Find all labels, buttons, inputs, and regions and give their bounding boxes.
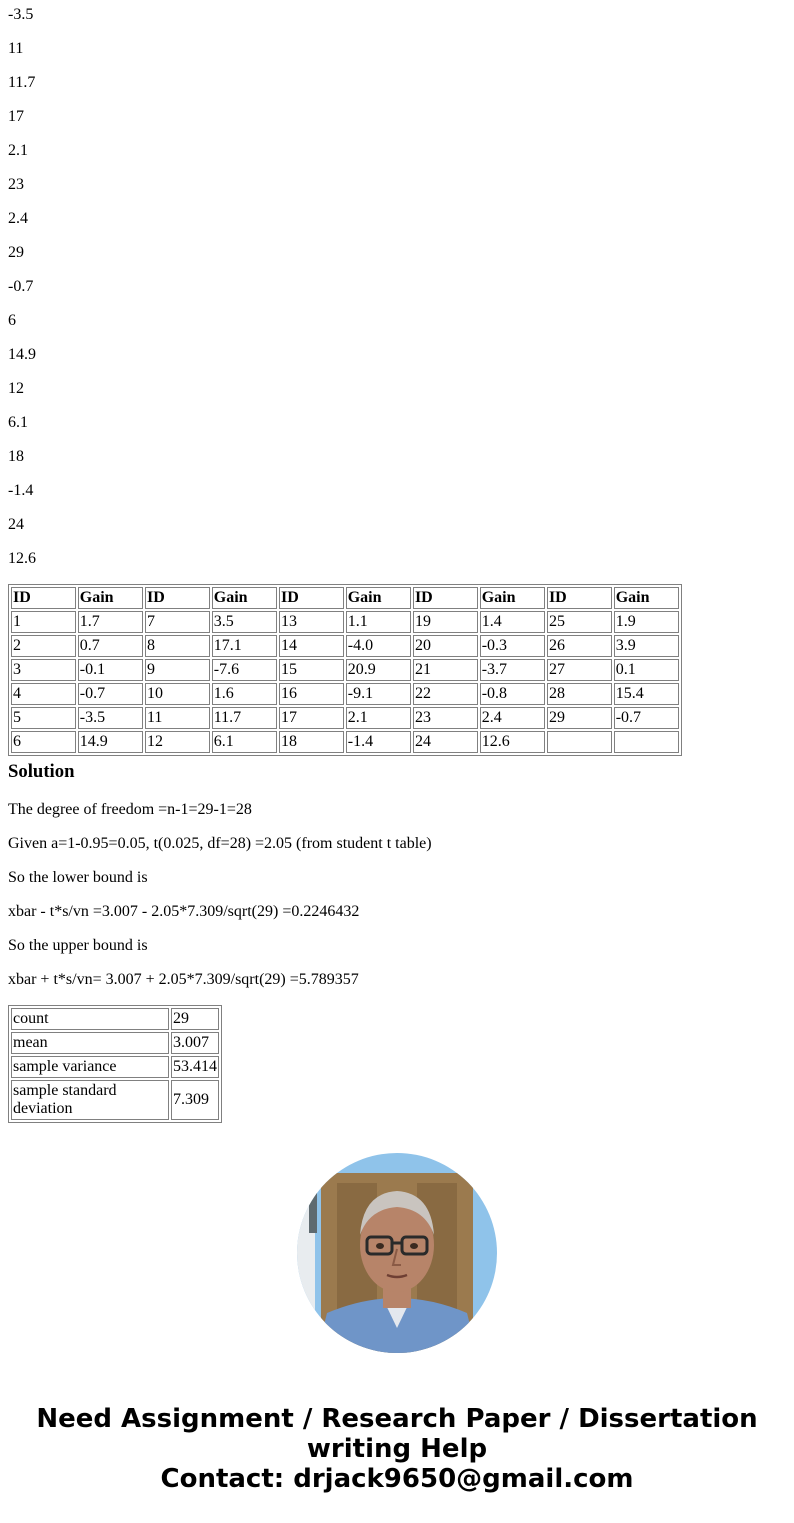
gain-table-cell: 26 <box>547 635 612 657</box>
gain-table <box>8 584 682 756</box>
stats-label: sample standard deviation <box>11 1080 169 1120</box>
gain-table-cell: 2.1 <box>346 707 411 729</box>
gain-table-header-cell: ID <box>547 587 612 609</box>
gain-table-cell: 1.7 <box>78 611 143 633</box>
value-list-item: 23 <box>8 176 24 193</box>
gain-table-cell: 25 <box>547 611 612 633</box>
value-list-item: -0.7 <box>8 278 34 295</box>
solution-line: So the lower bound is <box>8 869 148 886</box>
gain-table-cell: -3.7 <box>480 659 545 681</box>
gain-table-cell: 23 <box>413 707 478 729</box>
gain-table-cell: 11 <box>145 707 210 729</box>
value-list-item: 2.1 <box>8 142 28 159</box>
background-wall-left <box>297 1153 315 1353</box>
gain-table-cell: -4.0 <box>346 635 411 657</box>
value-list-item: 29 <box>8 244 24 261</box>
value-list-item: 6 <box>8 312 16 329</box>
gain-table-cell: -3.5 <box>78 707 143 729</box>
gain-table-cell: 12 <box>145 731 210 753</box>
gain-table-cell: -0.7 <box>78 683 143 705</box>
stats-label: mean <box>11 1032 169 1054</box>
gain-table-cell <box>547 731 612 753</box>
gain-table-row <box>11 611 679 633</box>
value-list-item: 11 <box>8 40 24 57</box>
gain-table-cell: 5 <box>11 707 76 729</box>
gain-table-cell: -0.1 <box>78 659 143 681</box>
gain-table-cell: 8 <box>145 635 210 657</box>
gain-table-cell: -0.7 <box>614 707 679 729</box>
left-eye <box>376 1243 384 1249</box>
stats-row <box>11 1080 219 1120</box>
right-eye <box>410 1243 418 1249</box>
gain-table-cell: 13 <box>279 611 344 633</box>
gain-table-header-cell: Gain <box>78 587 143 609</box>
gain-table-cell: 3.9 <box>614 635 679 657</box>
background-switch <box>309 1193 317 1233</box>
value-list-item: -1.4 <box>8 482 34 499</box>
promo-line: Need Assignment / Research Paper / Dissertation <box>36 1404 758 1434</box>
value-list-item: 12 <box>8 380 24 397</box>
gain-table-row <box>11 707 679 729</box>
gain-table-cell: 15.4 <box>614 683 679 705</box>
value-list-item: 11.7 <box>8 74 36 91</box>
stats-row <box>11 1032 219 1054</box>
gain-table-cell: 10 <box>145 683 210 705</box>
gain-table-header-cell: Gain <box>346 587 411 609</box>
promo-line: writing Help <box>306 1434 488 1464</box>
gain-table-cell: 4 <box>11 683 76 705</box>
stats-value: 3.007 <box>171 1032 219 1054</box>
gain-table-header-cell: Gain <box>212 587 277 609</box>
gain-table-cell: 6 <box>11 731 76 753</box>
author-avatar <box>297 1153 497 1353</box>
gain-table-cell: -9.1 <box>346 683 411 705</box>
gain-table-header-row <box>11 587 679 609</box>
value-list-item: -3.5 <box>8 6 34 23</box>
gain-table-cell: 17 <box>279 707 344 729</box>
author-portrait <box>297 1153 497 1353</box>
gain-table-cell: -1.4 <box>346 731 411 753</box>
solution-line: Given a=1-0.95=0.05, t(0.025, df=28) =2.05 (from student t table) <box>8 835 432 852</box>
value-list-item: 18 <box>8 448 24 465</box>
gain-table-cell: 3 <box>11 659 76 681</box>
gain-table-header-cell: Gain <box>614 587 679 609</box>
gain-table-cell: -0.3 <box>480 635 545 657</box>
stats-value: 53.414 <box>171 1056 219 1078</box>
gain-table-header-cell: ID <box>145 587 210 609</box>
gain-table-cell: 20.9 <box>346 659 411 681</box>
gain-table-cell: 1.9 <box>614 611 679 633</box>
value-list-item: 24 <box>8 516 24 533</box>
gain-table-cell: -7.6 <box>212 659 277 681</box>
stats-table <box>8 1005 222 1123</box>
stats-value: 7.309 <box>171 1080 219 1120</box>
gain-table-cell: 18 <box>279 731 344 753</box>
stats-label: count <box>11 1008 169 1030</box>
gain-table-header-cell: ID <box>279 587 344 609</box>
promo-contact: Contact: drjack9650@gmail.com <box>160 1464 634 1494</box>
gain-table-header-cell: ID <box>413 587 478 609</box>
gain-table-row <box>11 635 679 657</box>
solution-line: xbar + t*s/vn= 3.007 + 2.05*7.309/sqrt(29) =5.789357 <box>8 971 359 988</box>
gain-table-cell: 19 <box>413 611 478 633</box>
solution-line: The degree of freedom =n-1=29-1=28 <box>8 801 252 818</box>
gain-table-cell: 12.6 <box>480 731 545 753</box>
value-list-item: 6.1 <box>8 414 28 431</box>
gain-table-cell: 1.4 <box>480 611 545 633</box>
gain-table-cell: 17.1 <box>212 635 277 657</box>
solution-line: So the upper bound is <box>8 937 148 954</box>
gain-table-cell: 9 <box>145 659 210 681</box>
gain-table-cell: 14.9 <box>78 731 143 753</box>
solution-line: xbar - t*s/vn =3.007 - 2.05*7.309/sqrt(29) =0.2246432 <box>8 903 360 920</box>
gain-table-cell: 3.5 <box>212 611 277 633</box>
stats-value: 29 <box>171 1008 219 1030</box>
gain-table-row <box>11 683 679 705</box>
gain-table-cell: 1 <box>11 611 76 633</box>
gain-table-cell: 2.4 <box>480 707 545 729</box>
gain-table-cell: 22 <box>413 683 478 705</box>
gain-table-cell: 15 <box>279 659 344 681</box>
solution-heading: Solution <box>8 761 75 782</box>
gain-table-cell: 27 <box>547 659 612 681</box>
gain-table-cell: 28 <box>547 683 612 705</box>
gain-table-cell: 16 <box>279 683 344 705</box>
value-list-item: 17 <box>8 108 24 125</box>
gain-table-header-cell: Gain <box>480 587 545 609</box>
gain-table-row <box>11 659 679 681</box>
stats-label: sample variance <box>11 1056 169 1078</box>
stats-row <box>11 1056 219 1078</box>
gain-table-cell: 20 <box>413 635 478 657</box>
value-list-item: 14.9 <box>8 346 36 363</box>
gain-table-cell: 2 <box>11 635 76 657</box>
gain-table-cell: 1.6 <box>212 683 277 705</box>
gain-table-cell: 11.7 <box>212 707 277 729</box>
gain-table-cell: 24 <box>413 731 478 753</box>
value-list-item: 12.6 <box>8 550 36 567</box>
stats-row <box>11 1008 219 1030</box>
gain-table-cell: -0.8 <box>480 683 545 705</box>
gain-table-cell: 14 <box>279 635 344 657</box>
gain-table-cell: 7 <box>145 611 210 633</box>
gain-table-cell: 0.7 <box>78 635 143 657</box>
gain-table-cell: 0.1 <box>614 659 679 681</box>
gain-table-cell <box>614 731 679 753</box>
gain-table-cell: 21 <box>413 659 478 681</box>
gain-table-cell: 6.1 <box>212 731 277 753</box>
gain-table-header-cell: ID <box>11 587 76 609</box>
gain-table-cell: 29 <box>547 707 612 729</box>
gain-table-row <box>11 731 679 753</box>
gain-table-body <box>11 611 679 753</box>
gain-table-cell: 1.1 <box>346 611 411 633</box>
promo-banner <box>0 1404 794 1494</box>
value-list-item: 2.4 <box>8 210 28 227</box>
